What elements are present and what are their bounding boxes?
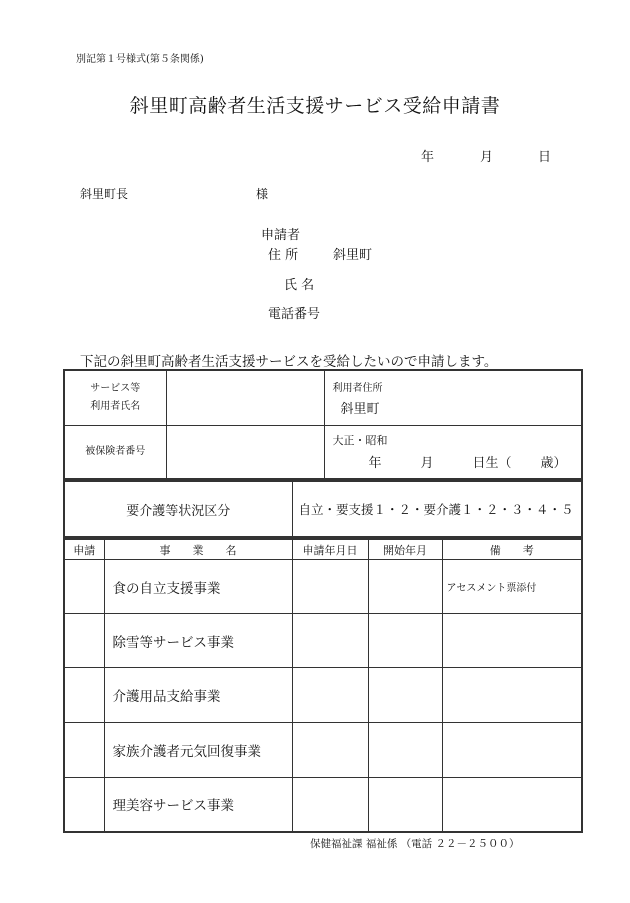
start-date-field[interactable] [368, 723, 442, 778]
header-apply: 申請 [64, 539, 104, 560]
birth-date-cell[interactable] [324, 425, 582, 479]
user-address-label: 利用者住所 [332, 383, 383, 394]
apply-checkbox-cell[interactable] [64, 560, 104, 614]
apply-checkbox-cell[interactable] [64, 614, 104, 668]
user-info-table [63, 369, 583, 480]
remarks-cell[interactable] [442, 723, 582, 778]
table-row [64, 778, 582, 832]
service-name: 除雪等サービス事業 [104, 614, 292, 668]
header-service-name: 事 業 名 [104, 539, 292, 560]
table-row [64, 560, 582, 614]
intro-text: 下記の斜里町高齢者生活支援サービスを受給したいので申請します。 [80, 354, 498, 370]
care-level-label: 要介護等状況区分 [64, 481, 292, 537]
user-name-label: サービス等 利用者氏名 [64, 370, 166, 425]
apply-date-field[interactable] [292, 668, 368, 723]
date-month-label: 月 [480, 150, 494, 165]
date-day-label: 日 [538, 150, 552, 165]
applicant-heading: 申請者 [261, 228, 301, 243]
birth-day-label: 日生（ [472, 455, 512, 471]
start-date-field[interactable] [368, 614, 442, 668]
header-apply-date: 申請年月日 [292, 539, 368, 560]
start-date-field[interactable] [368, 668, 442, 723]
recipient-name: 斜里町長 [80, 187, 129, 201]
applicant-address-value: 斜里町 [333, 248, 373, 263]
apply-checkbox-cell[interactable] [64, 723, 104, 778]
recipient-honorific: 様 [256, 187, 269, 201]
insurance-number-label: 被保険者番号 [64, 425, 166, 479]
service-name: 介護用品支給事業 [104, 668, 292, 723]
applicant-phone-label: 電話番号 [268, 307, 321, 322]
apply-date-field[interactable] [292, 614, 368, 668]
footer-contact: 保健福祉課 福祉係 （電話 ２２－２５００） [310, 838, 520, 850]
birth-age-label: 歳） [540, 455, 567, 471]
care-level-table [63, 480, 583, 538]
form-number: 別記第１号様式(第５条関係) [76, 54, 204, 65]
apply-date-field[interactable] [292, 778, 368, 832]
start-date-field[interactable] [368, 778, 442, 832]
header-start-date: 開始年月 [368, 539, 442, 560]
applicant-name-label: 氏 名 [284, 278, 315, 293]
user-address-cell[interactable] [324, 370, 582, 425]
table-row [64, 723, 582, 778]
birth-era-label: 大正・昭和 [332, 433, 388, 447]
user-name-field[interactable] [166, 370, 324, 425]
header-remarks: 備 考 [442, 539, 582, 560]
remarks-cell[interactable] [442, 668, 582, 723]
document-title: 斜里町高齢者生活支援サービス受給申請書 [129, 95, 501, 117]
services-table [63, 538, 583, 833]
apply-checkbox-cell[interactable] [64, 668, 104, 723]
user-address-value: 斜里町 [340, 402, 380, 417]
birth-year-label: 年 [368, 455, 382, 471]
service-name: 家族介護者元気回復事業 [104, 723, 292, 778]
remarks-cell: アセスメント票添付 [442, 560, 582, 614]
remarks-cell[interactable] [442, 614, 582, 668]
insurance-number-field[interactable] [166, 425, 324, 479]
apply-date-field[interactable] [292, 560, 368, 614]
service-name: 食の自立支援事業 [104, 560, 292, 614]
remarks-cell[interactable] [442, 778, 582, 832]
service-name: 理美容サービス事業 [104, 778, 292, 832]
apply-checkbox-cell[interactable] [64, 778, 104, 832]
applicant-address-label: 住 所 [268, 248, 299, 263]
start-date-field[interactable] [368, 560, 442, 614]
table-row [64, 614, 582, 668]
date-year-label: 年 [421, 150, 435, 165]
apply-date-field[interactable] [292, 723, 368, 778]
care-level-options[interactable]: 自立・要支援１・２・要介護１・２・３・４・５ [292, 481, 582, 537]
birth-month-label: 月 [420, 455, 434, 471]
table-row [64, 668, 582, 723]
